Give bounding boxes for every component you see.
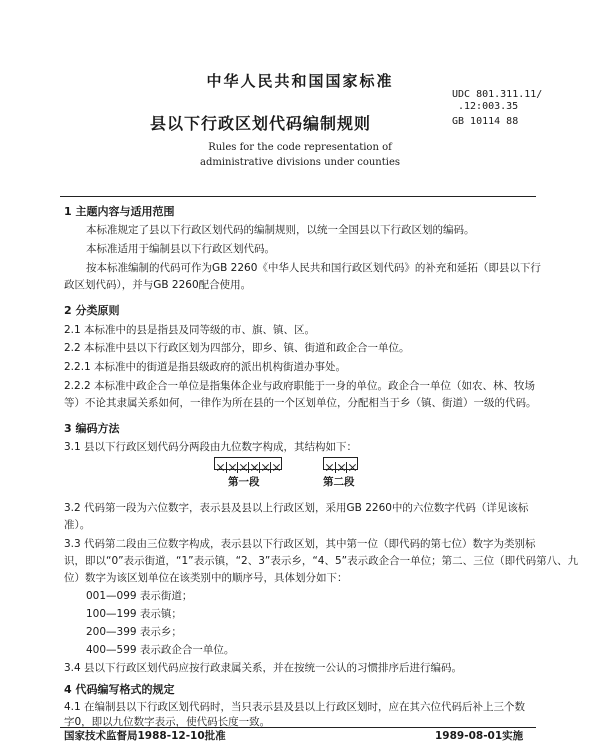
section-1-paragraph-3-cont: 政区划代码），并与GB 2260配合使用。 [64, 279, 252, 291]
section-1-paragraph-2: 本标准适用于编制县以下行政区划代码。 [86, 243, 275, 255]
clause-2-1: 2.1 本标准中的县是指县及同等级的市、旗、镇、区。 [64, 324, 316, 336]
header-divider [60, 196, 536, 197]
segment-1-label: 第一段 [228, 476, 260, 488]
udc-code: UDC 801.311.11/ [452, 89, 543, 100]
gb-standard-number: GB 10114 88 [452, 116, 519, 127]
clause-4-1-cont: 字0，即以九位数字表示，使代码长度一致。 [64, 716, 271, 728]
clause-3-1: 3.1 县以下行政区划代码分两段由九位数字构成，其结构如下： [64, 441, 358, 453]
english-title-line-1: Rules for the code representation of [208, 142, 392, 153]
clause-3-2: 3.2 代码第一段为六位数字，表示县及县以上行政区划，采用GB 2260中的六位数字代码（详见该标 [64, 502, 529, 514]
section-2-heading: 2 分类原则 [64, 304, 120, 317]
udc-code-continued: .12:003.35 [458, 101, 519, 112]
clause-2-2-2: 2.2.2 本标准中政企合一单位是指集体企业与政府职能于一身的单位。政企合一单位（如农、林、牧场 [64, 380, 536, 392]
clause-2-2-2-cont: 等）不论其隶属关系如何，一律作为所在县的一个区划单位，分配相当于乡（镇、街道）一级的代码。 [64, 397, 537, 409]
document-title: 县以下行政区划代码编制规则 [150, 114, 372, 133]
clause-4-1: 4.1 在编制县以下行政区划代码时，当只表示县及县以上行政区划时，应在其六位代码后补上三个数 [64, 701, 526, 713]
section-1-paragraph-1: 本标准规定了县以下行政区划代码的编制规则，以统一全国县以下行政区划的编码。 [86, 224, 475, 236]
range-list-item: 400—599 表示政企合一单位。 [86, 644, 235, 656]
english-title-line-2: administrative divisions under counties [199, 157, 400, 168]
section-3-heading: 3 编码方法 [64, 422, 120, 435]
clause-3-4: 3.4 县以下行政区划代码应按行政隶属关系，并在按统一公认的习惯排序后进行编码。 [64, 662, 463, 674]
clause-3-3-cont-1: 识，即以“0”表示街道，“1”表示镇，“2、3”表示乡，“4、5”表示政企合一单位；第二、三位（即代码第八、九 [64, 555, 579, 567]
range-list-item: 100—199 表示镇； [86, 608, 182, 620]
approval-date: 国家技术监督局1988-12-10批准 [64, 730, 226, 742]
range-list-item: 200—399 表示乡； [86, 626, 182, 638]
segment-2-label: 第二段 [323, 476, 355, 488]
implementation-date: 1989-08-01实施 [435, 730, 524, 742]
section-4-heading: 4 代码编写格式的规定 [64, 683, 175, 696]
clause-3-3-cont-2: 位）数字为该区划单位在该类别中的顺序号，具体划分如下： [64, 572, 348, 584]
clause-3-2-cont: 准）。 [64, 519, 91, 531]
standard-title: 中华人民共和国国家标准 [206, 72, 394, 90]
section-1-paragraph-3: 按本标准编制的代码可作为GB 2260《中华人民共和国行政区划代码》的补充和延拓（即县以下行 [86, 262, 541, 274]
range-list-item: 001—099 表示街道； [86, 590, 193, 602]
section-1-heading: 1 主题内容与适用范围 [64, 205, 175, 218]
clause-2-2-1: 2.2.1 本标准中的街道是指县级政府的派出机构街道办事处。 [64, 361, 347, 373]
clause-3-3: 3.3 代码第二段由三位数字构成，表示县以下行政区划，其中第一位（即代码的第七位）数字为类别标 [64, 538, 536, 550]
clause-2-2: 2.2 本标准中县以下行政区划为四部分，即乡、镇、街道和政企合一单位。 [64, 342, 410, 354]
